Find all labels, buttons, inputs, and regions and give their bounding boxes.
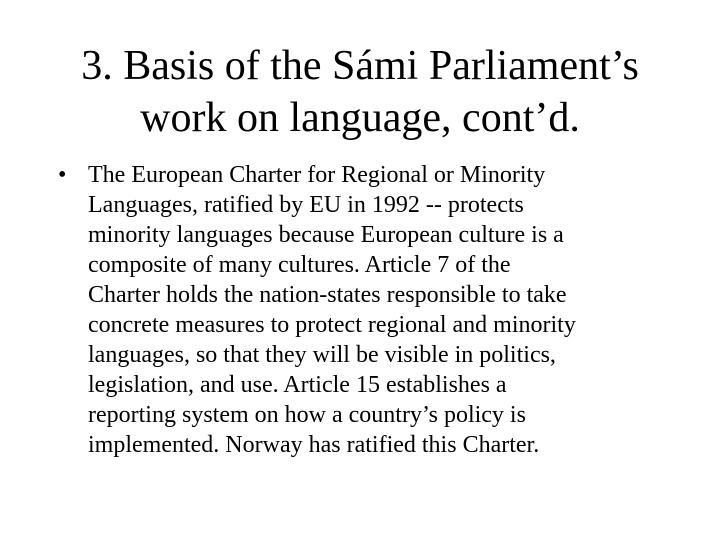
bullet-line: legislation, and use. Article 15 establishes a bbox=[88, 372, 507, 398]
slide-title-line-1: 3. Basis of the Sámi Parliament’s bbox=[81, 43, 639, 89]
slide-title bbox=[40, 40, 680, 144]
bullet-line: reporting system on how a country’s policy is bbox=[88, 402, 526, 428]
bullet-line: implemented. Norway has ratified this Charter. bbox=[88, 432, 540, 458]
bullet-list bbox=[58, 160, 668, 460]
bullet-line: concrete measures to protect regional and minority bbox=[88, 312, 576, 338]
bullet-text bbox=[88, 160, 668, 460]
slide-title-line-2: work on language, cont’d. bbox=[140, 95, 580, 141]
bullet-line: composite of many cultures. Article 7 of the bbox=[88, 252, 511, 278]
bullet-line: Languages, ratified by EU in 1992 -- protects bbox=[88, 192, 524, 218]
bullet-line: languages, so that they will be visible in politics, bbox=[88, 342, 556, 368]
bullet-dot-icon: • bbox=[58, 162, 67, 188]
bullet-line: minority languages because European culture is a bbox=[88, 222, 564, 248]
bullet-line: The European Charter for Regional or Minority bbox=[88, 162, 546, 188]
bullet-item bbox=[58, 160, 668, 460]
bullet-line: Charter holds the nation-states responsible to take bbox=[88, 282, 567, 308]
